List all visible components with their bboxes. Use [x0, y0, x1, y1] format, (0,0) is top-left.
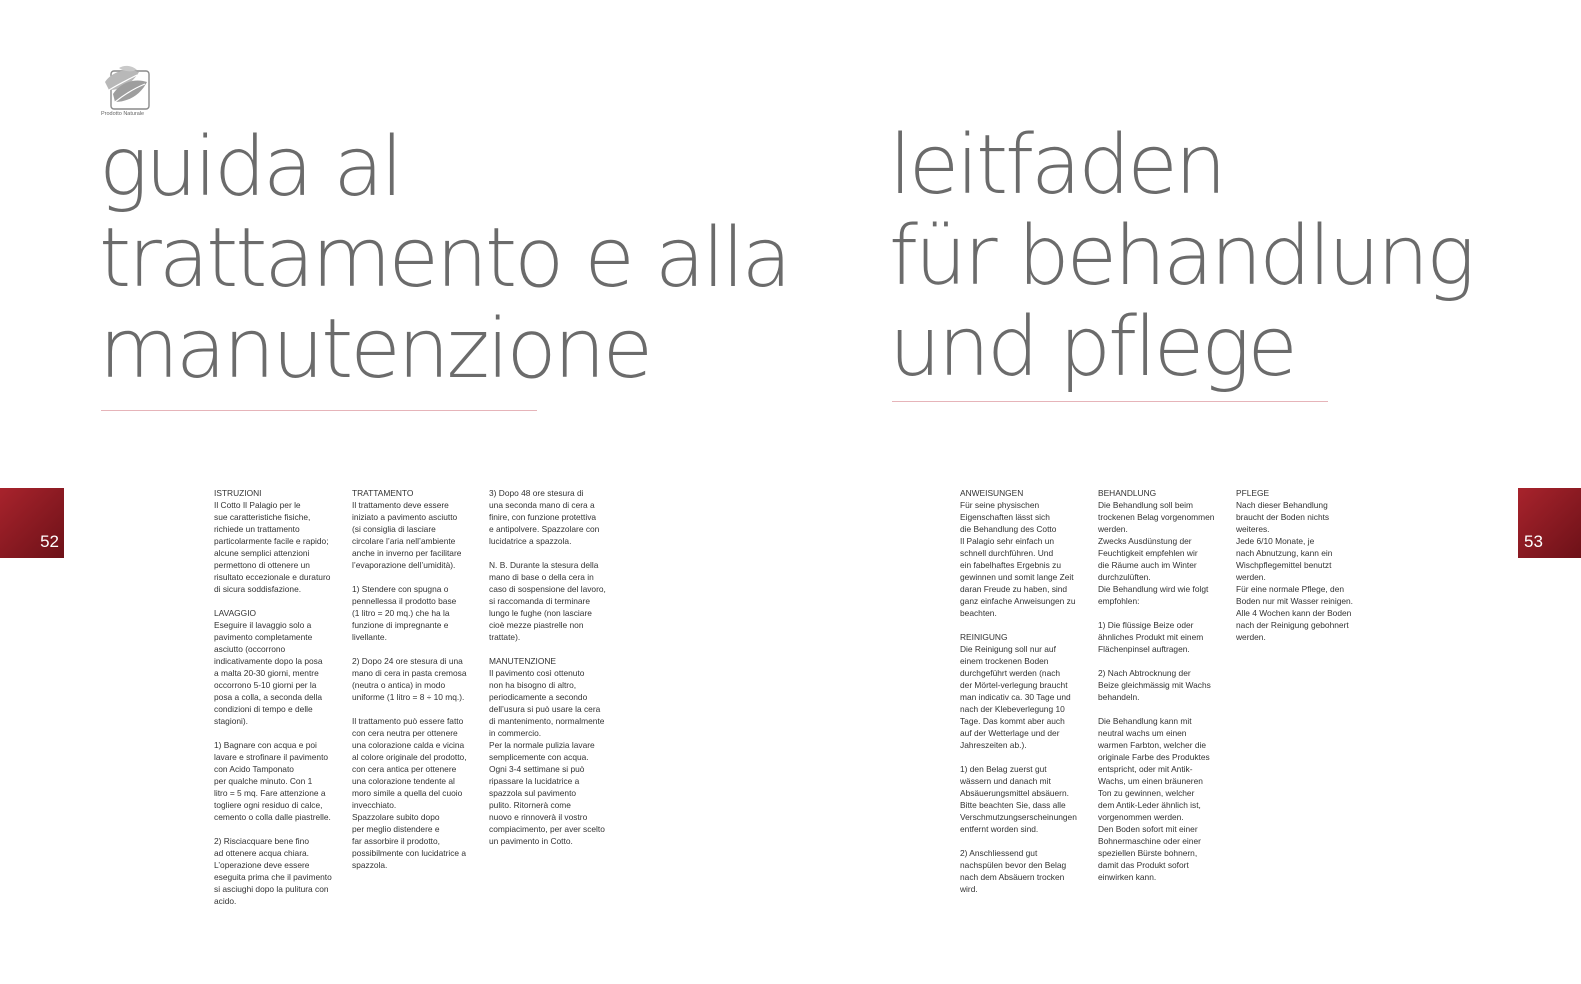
page-title-german — [889, 120, 1472, 393]
paragraph: Für seine physischen Eigenschaften lässt sich die Behandlung des Cotto Il Palagio sehr einfach un schnell durchführen. Und ein fabelhaftes Ergebnis zu gewinnen und somit lange Zeit daran Freude zu haben, sind ganz einfache Anweisungen zu beachten. — [960, 500, 1076, 618]
title-line: trattamento e alla — [99, 211, 789, 306]
paragraph: 2) Risciacquare bene fino ad ottenere acqua chiara. L’operazione deve essere eseguita prima che il pavimento si asciughi dopo la pulitura con acido. — [214, 836, 332, 906]
text-column-behandlung — [1098, 487, 1222, 895]
title-line: leitfaden — [889, 118, 1224, 213]
page-number-tab-right — [1518, 488, 1581, 558]
title-line: manutenzione — [99, 302, 651, 397]
text-column-istruzioni — [214, 487, 338, 919]
text-column-pflege — [1236, 487, 1360, 655]
title-line: guida al — [99, 120, 401, 215]
title-underline — [101, 410, 537, 411]
paragraph: 3) Dopo 48 ore stesura di una seconda mano di cera a finire, con funzione protettiva e antipolvere. Spazzolare con lucidatrice a spazzola. — [489, 488, 600, 546]
paragraph: 1) Bagnare con acqua e poi lavare e strofinare il pavimento con Acido Tamponato per qualche minuto. Con 1 litro = 5 mq. Fare attenzione a togliere ogni residuo di calce, cemento o colla dalle piastrelle. — [214, 740, 331, 822]
paragraph: Il trattamento deve essere iniziato a pavimento asciutto (si consiglia di lasciare circolare l’aria nell’ambiente anche in inverno per facilitare l’evaporazione dell’umidità). — [352, 500, 462, 570]
column-heading: ISTRUZIONI — [214, 488, 262, 498]
text-column-manutenzione — [489, 487, 613, 859]
paragraph: 1) den Belag zuerst gut wässern und danach mit Absäuerungsmittel absäuern. Bitte beachten Sie, dass alle Verschmutzungserscheinungen entfernt worden sind. — [960, 764, 1077, 834]
paragraph: 2) Anschliessend gut nachspülen bevor den Belag nach dem Absäuern trocken wird. — [960, 848, 1067, 894]
column-heading: ANWEISUNGEN — [960, 488, 1024, 498]
page-number: 53 — [1524, 532, 1543, 551]
column-heading: BEHANDLUNG — [1098, 488, 1157, 498]
paragraph: REINIGUNG Die Reinigung soll nur auf einem trockenen Boden durchgeführt werden (nach der Mörtel-verlegung braucht man indicativ ca. 30 Tage und nach der Klebeverlegung 10 Tage. Das kommt aber auch auf der Wetterlage und der Jahreszeiten ab.). — [960, 632, 1071, 750]
paragraph: 2) Dopo 24 ore stesura di una mano di cera in pasta cremosa (neutra o antica) in modo uniforme (1 litro = 8 ÷ 10 mq.). — [352, 656, 467, 702]
prodotto-naturale-logo — [101, 64, 161, 117]
title-line: für behandlung — [889, 209, 1473, 304]
text-column-anweisungen — [960, 487, 1084, 907]
paragraph: Il Cotto Il Palagio per le sue caratteristiche fisiche, richiede un trattamento particolarmente facile e rapido; alcune semplici attenzioni permettono di ottenere un risultato eccezionale e duraturo di sicura soddisfazione. — [214, 500, 331, 594]
paragraph: Il trattamento può essere fatto con cera neutra per ottenere una colorazione calda e vicina al colore originale del prodotto, con cera antica per ottenere una colorazione tendente al moro simile a quella del cuoio invecchiato. Spazzolare subito dopo per meglio distendere e far assorbire il prodotto, possibilmente con lucidatrice a spazzola. — [352, 716, 467, 870]
paragraph: LAVAGGIO Eseguire il lavaggio solo a pavimento completamente asciutto (occorrono indicativamente dopo la posa a malta 20-30 giorni, mentre occorrono 5-10 giorni per la posa a colla, a seconda della condizioni di tempo e delle stagioni). — [214, 608, 323, 726]
paragraph: 2) Nach Abtrocknung der Beize gleichmässig mit Wachs behandeln. — [1098, 668, 1211, 702]
paragraph: Die Behandlung soll beim trockenen Belag vorgenommen werden. Zwecks Ausdünstung der Feuchtigkeit empfehlen wir die Räume auch im Winter durchzulüften. Die Behandlung wird wie folgt empfohlen: — [1098, 500, 1215, 606]
page-title-italian — [99, 122, 789, 395]
leaf-icon — [103, 64, 149, 110]
paragraph: N. B. Durante la stesura della mano di base o della cera in caso di sospensione del lavoro, si raccomanda di terminare lungo le fughe (non lasciare cioè mezze piastrelle non trattate). — [489, 560, 606, 642]
title-underline — [892, 401, 1328, 402]
paragraph: 1) Die flüssige Beize oder ähnliches Produkt mit einem Flächenpinsel auftragen. — [1098, 620, 1204, 654]
paragraph: MANUTENZIONE Il pavimento così ottenuto non ha bisogno di altro, periodicamente a secondo dell’usura si può usare la cera di mantenimento, normalmente in commercio. Per la normale pulizia lavare semplicemente con acqua. Ogni 3-4 settimane si può ripassare la lucidatrice a spazzola sul pavimento pulito. Ritornerà come nuovo e rinnoverà il vostro compiacimento, per aver scelto un pavimento in Cotto. — [489, 656, 605, 846]
column-heading: TRATTAMENTO — [352, 488, 414, 498]
page-number-tab-left — [0, 488, 64, 558]
paragraph: Die Behandlung kann mit neutral wachs um einen warmen Farbton, welcher die originale Farbe des Produktes entspricht, oder mit Antik- Wachs, um einen bräuneren Ton zu gewinnen, welcher dem Antik-Leder ähnlich ist, vorgenommen werden. Den Boden sofort mit einer Bohnermaschine oder einer speziellen Bürste bohnern, damit das Produkt sofort einwirken kann. — [1098, 716, 1210, 882]
page-number: 52 — [40, 532, 59, 551]
paragraph: Nach dieser Behandlung braucht der Boden nichts weiteres. Jede 6/10 Monate, je nach Abnutzung, kann ein Wischpflegemittel benutzt werden. Für eine normale Pflege, den Boden nur mit Wasser reinigen. Alle 4 Wochen kann der Boden nach der Reinigung gebohnert werden. — [1236, 500, 1353, 642]
title-line: und pflege — [889, 300, 1295, 395]
text-column-trattamento — [352, 487, 476, 883]
paragraph: 1) Stendere con spugna o pennellessa il prodotto base (1 litro = 20 mq.) che ha la funzione di impregnante e livellante. — [352, 584, 457, 642]
logo-caption: Prodotto Naturale — [101, 111, 145, 117]
column-heading: PFLEGE — [1236, 488, 1270, 498]
